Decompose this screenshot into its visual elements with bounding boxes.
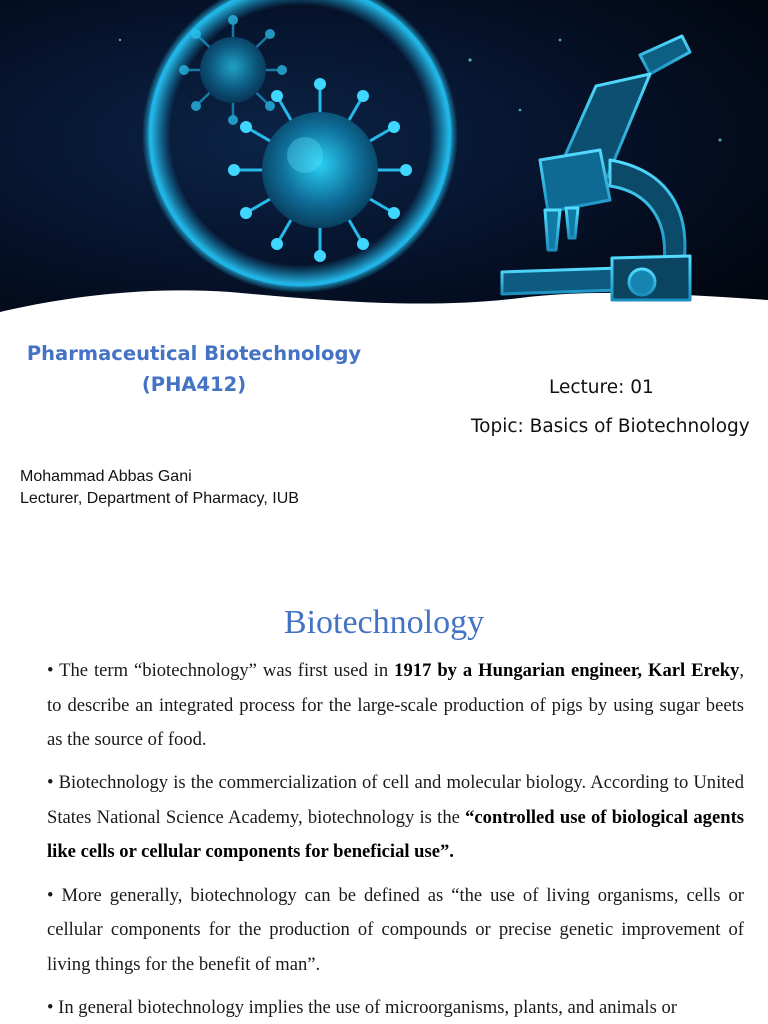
content-slide (0, 580, 768, 1024)
lecture-number: Lecture: 01 (549, 377, 654, 398)
course-title: Pharmaceutical Biotechnology (26, 342, 362, 365)
course-code: (PHA412) (141, 373, 247, 396)
virus-icon (179, 15, 287, 125)
slide-title: Biotechnology (283, 604, 485, 641)
author-position: Lecturer, Department of Pharmacy, IUB (20, 490, 299, 507)
author-name: Mohammad Abbas Gani (20, 468, 192, 485)
slide-body (47, 654, 744, 1024)
paragraph-3: • More generally, biotechnology can be defined as “the use of living organisms, cells or cellular components for the production of compounds or precise genetic improvement of living things for the benefit of man”. (47, 884, 744, 975)
author-block (20, 466, 299, 510)
course-title-block (16, 338, 372, 400)
banner-image (0, 0, 768, 330)
paragraph-1: • The term “biotechnology” was first used in 1917 by a Hungarian engineer, Karl Ereky, to describe an integrated process for the large-scale production of pigs by using sugar beets as the source of food. (47, 660, 745, 751)
lecture-topic: Topic: Basics of Biotechnology (471, 416, 750, 437)
paragraph-2: • Biotechnology is the commercialization of cell and molecular biology. According to United States National Science Academy, biotechnology is the “controlled use of biological agents like cells or cellular components for beneficial use”. (47, 772, 744, 863)
paragraph-4: • In general biotechnology implies the use of microorganisms, plants, and animals or (47, 996, 677, 1018)
